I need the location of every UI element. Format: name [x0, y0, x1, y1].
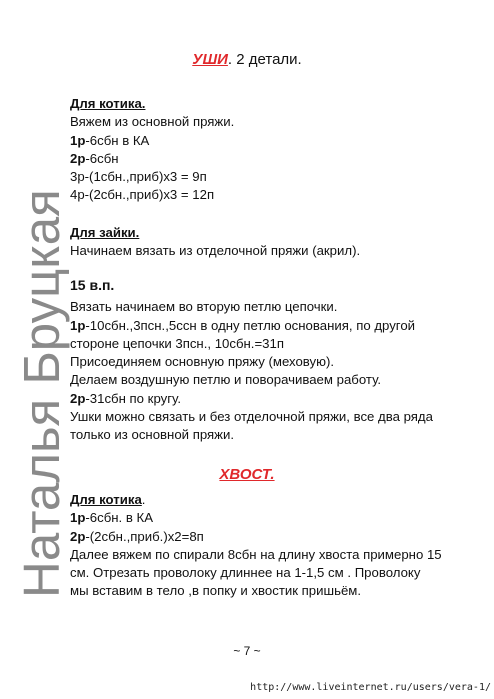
tail-cat-block [70, 491, 470, 601]
chain-row-1 [70, 317, 470, 335]
tail-title: ХВОСТ. [219, 466, 275, 483]
row-label: 1р [70, 317, 86, 333]
chain-row-2 [70, 390, 470, 408]
tail-cat-row-2 [70, 528, 470, 546]
ears-cat-row-2 [70, 150, 470, 168]
row-label: 1р [70, 132, 86, 148]
ears-section-title [0, 51, 494, 68]
tail-cat-heading-suffix: . [141, 492, 146, 507]
chain-line-6: только из основной пряжи. [70, 427, 235, 443]
row-label: 1р [70, 510, 86, 526]
row-text: -6сбн в КА [85, 132, 150, 148]
chain-line-3: Присоединяем основную пряжу (меховую). [70, 354, 335, 370]
ears-cat-heading: Для котика. [70, 96, 146, 111]
row-label: 2р [70, 390, 86, 406]
tail-cat-line-1: Далее вяжем по спирали 8сбн на длину хвоста примерно 15 [70, 546, 442, 562]
ears-bunny-block [70, 224, 470, 261]
page-number: ~ 7 ~ [233, 644, 261, 658]
tail-cat-row-1 [70, 509, 470, 527]
row-text: -(2сбн.,приб.)х2=8п [85, 528, 204, 544]
row-label: 2р [70, 150, 86, 166]
ears-cat-row-4: 4р-(2сбн.,приб)х3 = 12п [70, 187, 215, 203]
row-label: 2р [70, 528, 86, 544]
ears-bunny-intro: Начинаем вязать из отделочной пряжи (акрил). [70, 243, 361, 259]
ears-bunny-heading: Для зайки. [70, 225, 140, 240]
row-text: -10сбн.,3псн.,5ссн в одну петлю основания, по другой [85, 317, 416, 333]
ears-cat-row-3: 3р-(1сбн.,приб)х3 = 9п [70, 169, 207, 185]
ears-title: УШИ [192, 51, 228, 68]
ears-title-suffix: . 2 детали. [227, 51, 302, 68]
tail-cat-line-3: мы вставим в тело ,в попку и хвостик пришьём. [70, 583, 362, 599]
source-url: http://www.liveinternet.ru/users/vera-1/ [250, 682, 491, 693]
ears-cat-block [70, 95, 470, 205]
chain-line-5: Ушки можно связать и без отделочной пряжи, все два ряда [70, 409, 433, 425]
tail-cat-heading-row [70, 491, 470, 509]
ears-chain-block [70, 276, 470, 445]
chain-line-1: Вязать начинаем во вторую петлю цепочки. [70, 299, 338, 315]
ears-cat-intro: Вяжем из основной пряжи. [70, 114, 235, 130]
chain-line-2: стороне цепочки 3псн., 10сбн.=31п [70, 335, 284, 351]
row-text: -31сбн по кругу. [85, 390, 181, 406]
tail-cat-heading: Для котика [70, 492, 142, 507]
chain-line-4: Делаем воздушную петлю и поворачиваем работу. [70, 372, 382, 388]
ears-cat-row-1 [70, 132, 470, 150]
author-watermark: Наталья Бруцкая [13, 189, 70, 598]
tail-cat-line-2: см. Отрезать проволоку длиннее на 1-1,5 см . Проволоку [70, 565, 421, 581]
chain-count: 15 в.п. [70, 277, 115, 293]
tail-section-title [0, 466, 494, 483]
row-text: -6сбн [85, 150, 119, 166]
row-text: -6сбн. в КА [85, 510, 154, 526]
